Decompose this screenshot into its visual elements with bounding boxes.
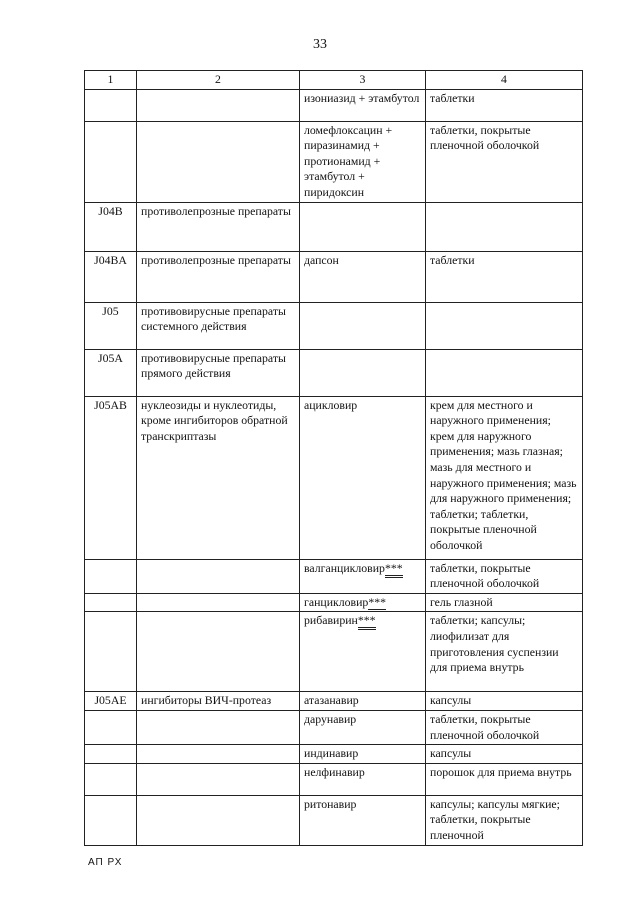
table-row [85,202,583,251]
cell-group: противолепрозные препараты [137,251,300,302]
cell-group [137,745,300,764]
table-row [85,559,583,593]
cell-code [85,593,137,612]
cell-group [137,559,300,593]
footer-mark: АП РХ [88,857,123,868]
cell-group: нуклеозиды и нуклеотиды, кроме ингибиторов обратной транскриптазы [137,396,300,559]
page-number: 33 [313,37,327,52]
cell-substance: нелфинавир [300,763,426,795]
cell-substance [300,202,426,251]
cell-form: таблетки; капсулы; лиофилизат для приготовления суспензии для приема внутрь [426,612,583,692]
cell-substance [300,349,426,396]
cell-group: противовирусные препараты системного действия [137,302,300,349]
table-row [85,795,583,845]
table-row [85,89,583,121]
cell-substance: индинавир [300,745,426,764]
cell-substance: дапсон [300,251,426,302]
cell-form: порошок для приема внутрь [426,763,583,795]
cell-group: противолепрозные препараты [137,202,300,251]
cell-substance: дарунавир [300,710,426,744]
cell-form [426,202,583,251]
cell-group [137,763,300,795]
cell-group [137,593,300,612]
restriction-mark: *** [368,595,386,612]
table-row [85,745,583,764]
table-row [85,121,583,202]
header-col-2: 2 [137,71,300,90]
cell-substance: изониазид + этамбутол [300,89,426,121]
cell-form: крем для местного и наружного применения; крем для наружного применения; мазь глазная; мазь для местного и наружного применения; мазь для наружного применения; таблетки; таблетки, покрытые пленочной оболочкой [426,396,583,559]
cell-group [137,121,300,202]
cell-group [137,89,300,121]
cell-substance: ломефлоксацин + пиразинамид + протионамид + этамбутол + пиридоксин [300,121,426,202]
cell-group [137,612,300,692]
cell-form: капсулы [426,745,583,764]
cell-substance: ацикловир [300,396,426,559]
cell-code [85,612,137,692]
cell-code [85,89,137,121]
cell-code [85,121,137,202]
header-col-3: 3 [300,71,426,90]
cell-substance [300,302,426,349]
cell-substance: ритонавир [300,795,426,845]
drug-table [84,70,583,846]
cell-code: J05AE [85,692,137,711]
cell-code: J04B [85,202,137,251]
cell-code: J05A [85,349,137,396]
header-col-1: 1 [85,71,137,90]
cell-code: J05AB [85,396,137,559]
restriction-mark: *** [385,561,403,578]
cell-form: таблетки, покрытые пленочной оболочкой [426,710,583,744]
substance-name: рибавирин [304,613,358,628]
table-row [85,710,583,744]
cell-form [426,302,583,349]
cell-code [85,559,137,593]
cell-form: таблетки [426,89,583,121]
header-col-4: 4 [426,71,583,90]
table-row [85,692,583,711]
cell-form [426,349,583,396]
cell-code [85,763,137,795]
table-row [85,349,583,396]
restriction-mark: *** [358,613,376,630]
cell-substance [300,612,426,692]
cell-group [137,795,300,845]
cell-code: J05 [85,302,137,349]
cell-form: капсулы; капсулы мягкие; таблетки, покрытые пленочной [426,795,583,845]
substance-name: валганцикловир [304,560,385,575]
cell-group: ингибиторы ВИЧ-протеаз [137,692,300,711]
substance-name: ганцикловир [304,594,369,609]
table-header-row [85,71,583,90]
table-row [85,763,583,795]
cell-code [85,745,137,764]
table-row [85,302,583,349]
cell-substance [300,593,426,612]
table-row [85,593,583,612]
cell-form: таблетки, покрытые пленочной оболочкой [426,559,583,593]
cell-form: капсулы [426,692,583,711]
cell-form: гель глазной [426,593,583,612]
cell-group: противовирусные препараты прямого действия [137,349,300,396]
cell-substance [300,559,426,593]
table-row [85,396,583,559]
table-row [85,612,583,692]
cell-code [85,795,137,845]
cell-form: таблетки [426,251,583,302]
cell-group [137,710,300,744]
cell-code [85,710,137,744]
cell-form: таблетки, покрытые пленочной оболочкой [426,121,583,202]
cell-code: J04BA [85,251,137,302]
cell-substance: атазанавир [300,692,426,711]
table-row [85,251,583,302]
